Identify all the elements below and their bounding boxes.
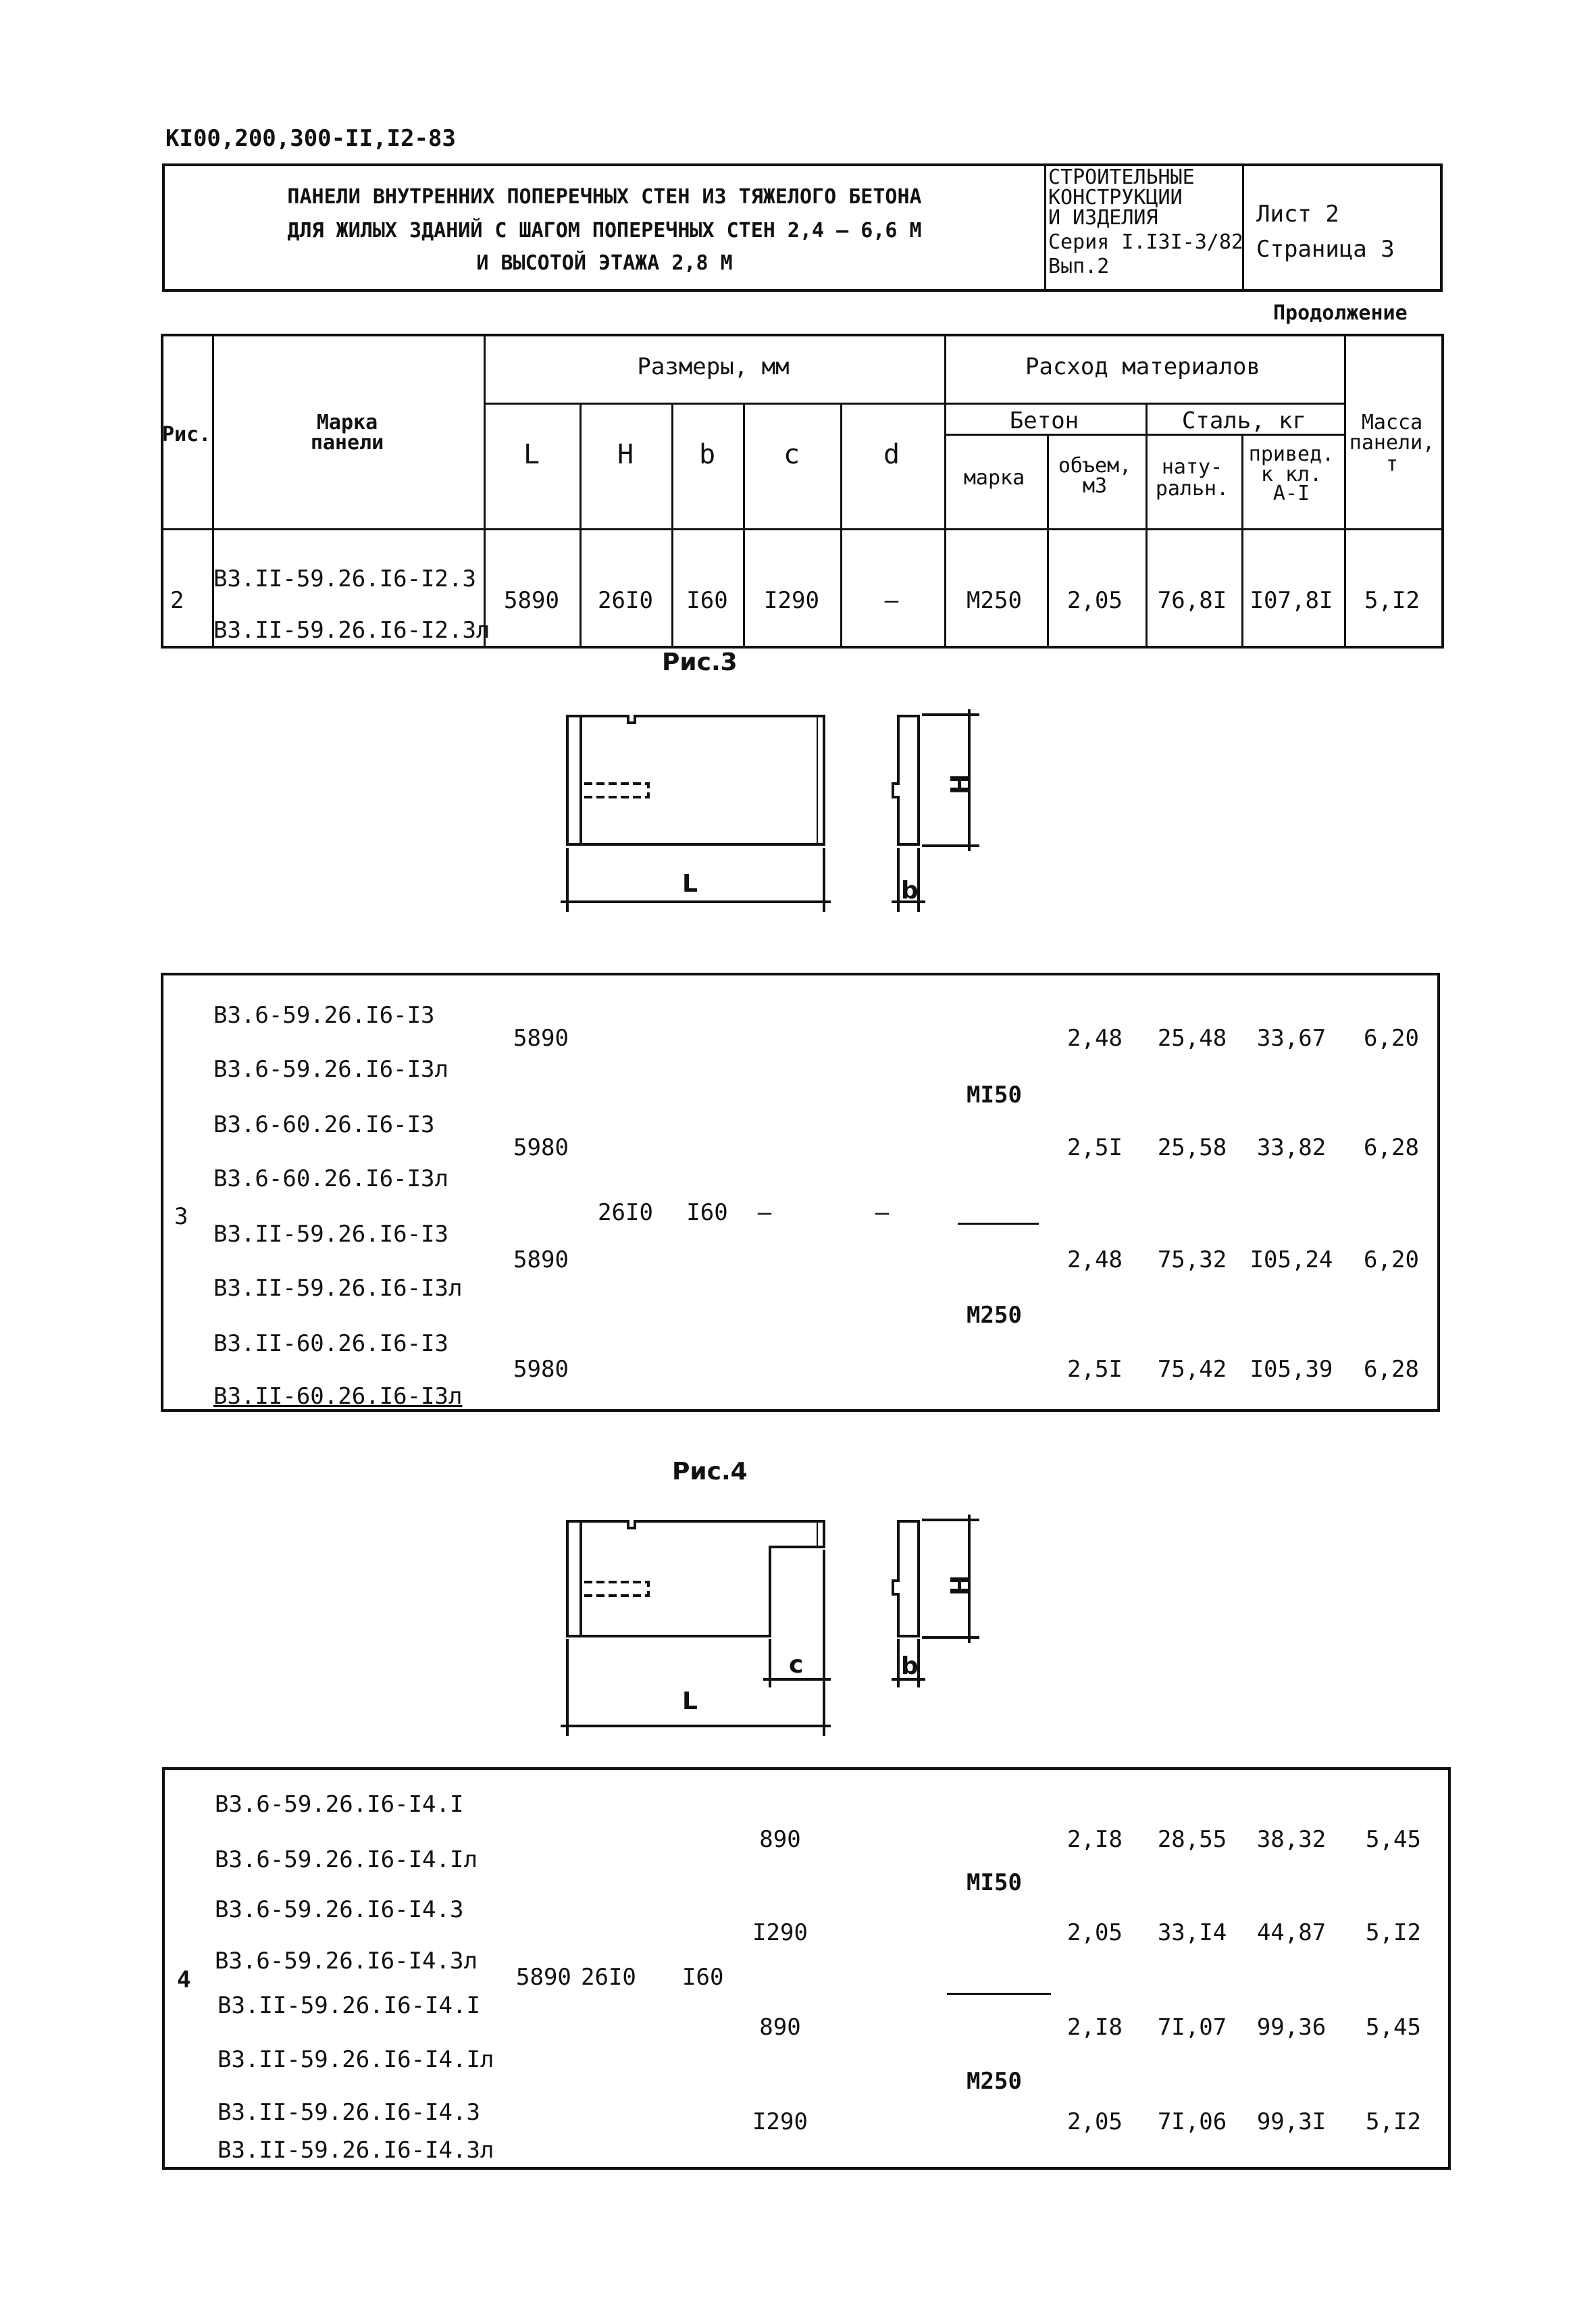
sec4-mark-6: В3.II-59.26.I6-I4.Iл [217,2046,494,2073]
sec3-mark-4: В3.6-60.26.I6-I3л [213,1165,448,1192]
row2-b: I60 [686,587,728,614]
page-number: Страница 3 [1256,236,1395,263]
col-b: b [698,439,716,470]
sec4-mass-1: 5,45 [1366,1826,1421,1853]
sec4-natur-3: 7I,07 [1157,2014,1227,2041]
sec4-natur-4: 7I,06 [1157,2108,1227,2135]
sec3-mark-3: В3.6-60.26.I6-I3 [213,1111,435,1138]
col-mass-1: Масса [1361,411,1423,434]
sec4-volume-1: 2,I8 [1067,1826,1123,1853]
sec3-mark-8: В3.II-60.26.I6-I3л [213,1383,463,1410]
col-beton-marka: марка [963,466,1025,490]
col-stal: Сталь, кг [1181,407,1307,434]
sec3-H: 26I0 [598,1199,653,1226]
col-priv-2: к кл. [1260,463,1322,486]
col-d: d [883,439,900,470]
col-natur-1: нату- [1161,455,1223,479]
col-volume-1: объем, [1058,454,1132,478]
title-line-1: ПАНЕЛИ ВНУТРЕННИХ ПОПЕРЕЧНЫХ СТЕН ИЗ ТЯЖЕЛОГО БЕТОНА [287,185,922,209]
col-sizes: Размеры, мм [637,353,790,380]
sec4-L: 5890 [516,1964,571,1991]
sec3-natur-2: 25,58 [1157,1134,1227,1161]
sec4-volume-2: 2,05 [1067,1919,1123,1946]
sec4-beton-2: М250 [967,2068,1022,2095]
sec3-natur-3: 75,32 [1157,1246,1227,1273]
sec3-priv-4: I05,39 [1250,1356,1333,1383]
col-marka-1: Марка [316,411,378,434]
row2-d: – [884,587,899,614]
col-priv-3: А-I [1272,482,1310,505]
sec3-d: – [875,1199,890,1226]
sec4-mark-3: В3.6-59.26.I6-I4.3 [215,1896,464,1923]
row2-mark-1: В3.II-59.26.I6-I2.3 [213,565,476,592]
sec4-priv-2: 44,87 [1256,1919,1327,1946]
sec4-mark-1: В3.6-59.26.I6-I4.I [215,1791,464,1818]
fig4-caption: Рис.4 [672,1458,748,1485]
row2-beton: М250 [967,587,1022,614]
sec3-volume-3: 2,48 [1067,1246,1123,1273]
sec4-mark-4: В3.6-59.26.I6-I4.3л [215,1948,478,1975]
sec4-volume-3: 2,I8 [1067,2014,1123,2041]
row2-natur: 76,8I [1157,587,1227,614]
sec4-c-3: 890 [759,2014,801,2041]
sec3-mass-1: 6,20 [1364,1025,1419,1052]
col-mass-2: панели, [1349,431,1435,455]
sec3-beton-2: М250 [967,1302,1022,1329]
sec4-mass-3: 5,45 [1366,2014,1421,2041]
sec3-L-2: 5980 [513,1134,569,1161]
row2-c: I290 [764,587,819,614]
sec3-mark-2: В3.6-59.26.I6-I3л [213,1056,448,1083]
sec3-mass-4: 6,28 [1364,1356,1419,1383]
sec3-mark-6: В3.II-59.26.I6-I3л [213,1275,463,1302]
sec3-mark-5: В3.II-59.26.I6-I3 [213,1221,448,1248]
series-line-5: Вып.2 [1048,255,1110,278]
series-line-3: И ИЗДЕЛИЯ [1048,206,1158,230]
sec4-natur-1: 28,55 [1157,1826,1227,1853]
sec4-mass-2: 5,I2 [1366,1919,1421,1946]
sec3-ris: 3 [174,1203,188,1230]
sec3-natur-4: 75,42 [1157,1356,1227,1383]
sec4-mass-4: 5,I2 [1366,2108,1421,2135]
sec4-c-4: I290 [752,2108,808,2135]
sec3-priv-1: 33,67 [1256,1025,1327,1052]
col-materials: Расход материалов [1025,353,1260,380]
sec4-mark-2: В3.6-59.26.I6-I4.Iл [215,1846,478,1873]
sec3-b: I60 [686,1199,728,1226]
sec3-mass-2: 6,28 [1364,1134,1419,1161]
continuation-label: Продолжение [1273,301,1408,325]
sec4-mark-5: В3.II-59.26.I6-I4.I [217,1992,480,2019]
sec4-natur-2: 33,I4 [1157,1919,1227,1946]
col-mass-3: т [1385,453,1399,476]
sec3-beton-1: МI50 [967,1082,1022,1109]
series-line-4: Серия I.I3I-3/82 [1048,230,1243,254]
col-H: H [617,439,634,470]
col-c: c [783,439,800,470]
sec4-priv-4: 99,3I [1256,2108,1327,2135]
fig3-drawing [534,696,1006,919]
sheet-number: Лист 2 [1256,201,1339,228]
row2-volume: 2,05 [1067,587,1123,614]
fig4-label-c: c [789,1651,804,1679]
row2-L: 5890 [504,587,559,614]
sec4-c-2: I290 [752,1919,808,1946]
series-line-2: КОНСТРУКЦИИ [1048,186,1183,209]
sec3-volume-2: 2,5I [1067,1134,1123,1161]
series-line-1: СТРОИТЕЛЬНЫЕ [1048,166,1195,189]
sec3-L-3: 5890 [513,1246,569,1273]
fig3-label-b: b [901,877,919,905]
sec3-volume-1: 2,48 [1067,1025,1123,1052]
sec4-ris: 4 [177,1966,191,1993]
col-marka-2: панели [310,431,384,455]
fig4-label-H: H [944,1575,973,1596]
sec4-priv-3: 99,36 [1256,2014,1327,2041]
fig3-label-L: L [682,870,698,898]
sec3-mass-3: 6,20 [1364,1246,1419,1273]
col-ris: Рис. [162,423,211,447]
sec4-volume-4: 2,05 [1067,2108,1123,2135]
sec3-mark-1: В3.6-59.26.I6-I3 [213,1002,435,1029]
row2-priv: I07,8I [1250,587,1333,614]
col-natur-2: ральн. [1155,477,1229,501]
sec4-c-1: 890 [759,1826,801,1853]
col-volume-2: м3 [1082,474,1108,498]
col-L: L [523,439,540,470]
sec3-priv-2: 33,82 [1256,1134,1327,1161]
fig4-label-b: b [901,1652,919,1680]
title-line-3: И ВЫСОТОЙ ЭТАЖА 2,8 М [476,251,733,275]
sec3-mark-7: В3.II-60.26.I6-I3 [213,1330,448,1357]
sec3-L-1: 5890 [513,1025,569,1052]
row2-mass: 5,I2 [1364,587,1420,614]
sec4-beton-1: МI50 [967,1869,1022,1896]
sec3-L-4: 5980 [513,1356,569,1383]
fig3-label-H: H [944,773,973,795]
fig4-drawing [534,1506,1006,1743]
sec4-mark-7: В3.II-59.26.I6-I4.3 [217,2099,480,2126]
fig3-caption: Рис.3 [662,649,738,676]
sec4-mark-8: В3.II-59.26.I6-I4.3л [217,2137,494,2164]
sec4-b: I60 [682,1964,724,1991]
col-priv-1: привед. [1248,442,1335,466]
row2-H: 26I0 [598,587,653,614]
fig4-label-L: L [682,1687,698,1715]
sec3-volume-4: 2,5I [1067,1356,1123,1383]
col-beton: Бетон [1009,407,1079,434]
sec3-natur-1: 25,48 [1157,1025,1227,1052]
sec3-priv-3: I05,24 [1250,1246,1333,1273]
sec4-H: 26I0 [581,1964,636,1991]
sec4-priv-1: 38,32 [1256,1826,1327,1853]
row2-ris: 2 [170,587,184,614]
title-line-2: ДЛЯ ЖИЛЫХ ЗДАНИЙ С ШАГОМ ПОПЕРЕЧНЫХ СТЕН 2,4 – 6,6 М [287,219,922,243]
document-code: КI00,200,300-II,I2-83 [165,125,456,152]
row2-mark-2: В3.II-59.26.I6-I2.3л [213,617,490,644]
sec3-c: – [757,1199,772,1226]
